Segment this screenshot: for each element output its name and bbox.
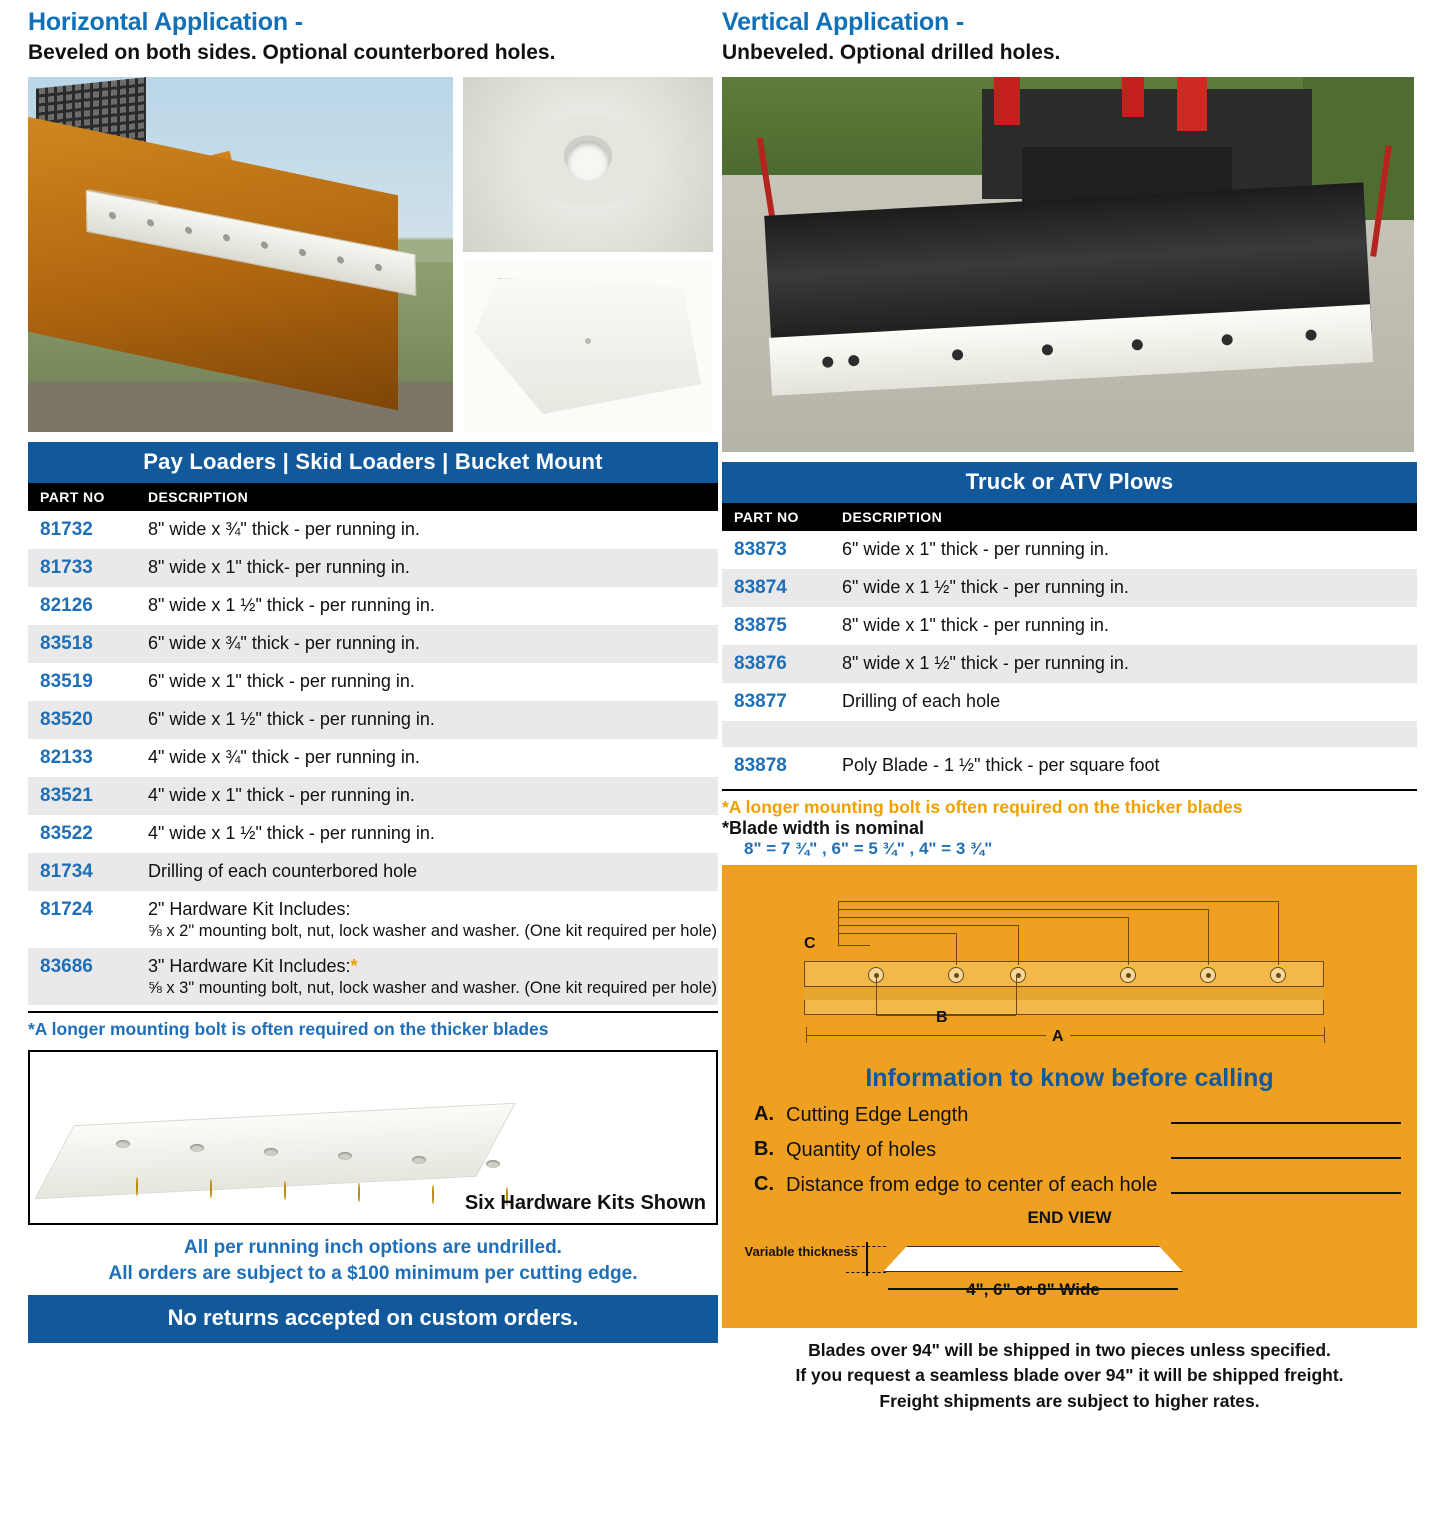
table-row: [28, 587, 718, 625]
part-number: 83878: [734, 755, 787, 776]
part-description: 6" wide x 1 ½" thick - per running in.: [148, 709, 435, 729]
part-description: 6" wide x ¾" thick - per running in.: [148, 633, 420, 653]
info-letter: C.: [754, 1173, 774, 1195]
left-photo-stack: [463, 77, 713, 432]
info-answer-line[interactable]: [1171, 1192, 1401, 1194]
part-description: 8" wide x 1" thick- per running in.: [148, 557, 410, 577]
left-col-partno: PART NO: [40, 489, 105, 505]
info-box: [722, 865, 1417, 1328]
right-notes: [722, 789, 1417, 859]
part-description: 6" wide x 1 ½" thick - per running in.: [842, 577, 1129, 597]
end-view-title: END VIEW: [1027, 1208, 1112, 1227]
part-number: 83520: [40, 709, 93, 730]
table-row-spacer: [722, 721, 1417, 747]
table-row: [28, 549, 718, 587]
left-photo-row: [28, 77, 718, 432]
info-item-b: [738, 1138, 1401, 1163]
part-number: [734, 728, 842, 729]
left-col-desc: DESCRIPTION: [148, 489, 249, 505]
left-notes: [28, 1235, 718, 1286]
part-description-main: 2" Hardware Kit Includes:: [148, 899, 351, 919]
part-number: 82126: [40, 595, 93, 616]
part-description: Drilling of each counterbored hole: [148, 861, 418, 881]
asterisk-marker: *: [350, 956, 358, 977]
part-description-main: 3" Hardware Kit Includes:: [148, 956, 351, 977]
end-view-width-label: 4", 6" or 8" Wide: [966, 1280, 1100, 1299]
shipping-note-2: If you request a seamless blade over 94" it will be shipped freight.: [795, 1365, 1344, 1386]
no-returns-banner: No returns accepted on custom orders.: [28, 1295, 718, 1343]
part-number: 81724: [40, 899, 93, 920]
end-view-diagram: [738, 1230, 1401, 1312]
part-description: 8" wide x 1 ½" thick - per running in.: [148, 595, 435, 615]
table-row: [722, 683, 1417, 721]
table-row: [28, 511, 718, 549]
shipping-note-1: Blades over 94" will be shipped in two pieces unless specified.: [808, 1340, 1331, 1360]
table-row: [722, 569, 1417, 607]
part-number: 82133: [40, 747, 93, 768]
part-description-sub: ⅝ x 3" mounting bolt, nut, lock washer and washer. (One kit required per hole): [148, 978, 717, 997]
part-number: 83518: [40, 633, 93, 654]
part-number: 83875: [734, 615, 787, 636]
table-row: [28, 663, 718, 701]
table-row: [28, 948, 718, 1005]
info-letter: A.: [754, 1103, 774, 1125]
note-nominal: *Blade width is nominal: [722, 818, 925, 838]
part-description: Drilling of each hole: [842, 691, 1001, 711]
right-heading: Vertical Application -: [722, 8, 964, 36]
part-description: 4" wide x 1 ½" thick - per running in.: [148, 823, 435, 843]
table-row: [28, 777, 718, 815]
part-description: 8" wide x 1" thick - per running in.: [842, 615, 1109, 635]
info-answer-line[interactable]: [1171, 1122, 1401, 1124]
table-row: [722, 747, 1417, 785]
photo-loader-bucket: [28, 77, 453, 432]
part-description: 4" wide x 1" thick - per running in.: [148, 785, 415, 805]
photo-counterbored-hole: [463, 77, 713, 252]
left-table-title: Pay Loaders | Skid Loaders | Bucket Mount: [28, 442, 718, 483]
part-description: Poly Blade - 1 ½" thick - per square foot: [842, 755, 1160, 775]
part-number: 83874: [734, 577, 787, 598]
part-description: [148, 898, 717, 941]
info-text: Distance from edge to center of each hole: [786, 1174, 1158, 1196]
shipping-note-3: Freight shipments are subject to higher rates.: [879, 1390, 1260, 1411]
left-note-bolt: *A longer mounting bolt is often required on the thicker blades: [28, 1011, 718, 1042]
right-col-partno: PART NO: [734, 509, 799, 525]
table-row: [28, 739, 718, 777]
part-description: 6" wide x 1" thick - per running in.: [842, 539, 1109, 559]
note-undrilled: All per running inch options are undrilled.: [184, 1237, 562, 1259]
part-description: 8" wide x 1 ½" thick - per running in.: [842, 653, 1129, 673]
shipping-notes: [722, 1338, 1417, 1414]
part-number: 83877: [734, 691, 787, 712]
right-table-title: Truck or ATV Plows: [722, 462, 1417, 503]
part-description-sub: ⅝ x 2" mounting bolt, nut, lock washer and washer. (One kit required per hole): [148, 921, 717, 940]
left-column: [28, 8, 718, 1343]
note-widths: 8" = 7 ¾" , 6" = 5 ¾" , 4" = 3 ¾": [744, 839, 993, 858]
photo-truck-plow: [722, 77, 1414, 452]
part-number: 81733: [40, 557, 93, 578]
photo-poly-plate: [463, 260, 713, 432]
left-table-header: [28, 483, 718, 511]
part-description: 6" wide x 1" thick - per running in.: [148, 671, 415, 691]
right-column: [722, 8, 1417, 1414]
table-row: [722, 645, 1417, 683]
info-text: Cutting Edge Length: [786, 1104, 969, 1126]
table-row: [28, 853, 718, 891]
end-view-thickness-label: Variable thickness: [744, 1244, 858, 1259]
right-subheading: Unbeveled. Optional drilled holes.: [722, 41, 1061, 64]
diagram-letter-c: C: [804, 935, 816, 952]
hardware-kit-caption: Six Hardware Kits Shown: [464, 1192, 706, 1215]
info-answer-line[interactable]: [1171, 1157, 1401, 1159]
part-number: 81732: [40, 519, 93, 540]
info-item-c: [738, 1173, 1401, 1198]
right-table: [722, 462, 1417, 785]
left-heading: Horizontal Application -: [28, 8, 303, 36]
right-table-header: [722, 503, 1417, 531]
part-number: 83522: [40, 823, 93, 844]
part-number: 83876: [734, 653, 787, 674]
table-row: [28, 701, 718, 739]
info-text: Quantity of holes: [786, 1139, 937, 1161]
hardware-kit-illustration: [28, 1050, 718, 1225]
part-number: 81734: [40, 861, 93, 882]
left-table: [28, 442, 718, 1005]
table-row: [28, 891, 718, 948]
part-number: 83519: [40, 671, 93, 692]
part-number: 83521: [40, 785, 93, 806]
table-row: [722, 607, 1417, 645]
table-row: [28, 815, 718, 853]
part-description: [148, 955, 717, 998]
blade-diagram: [746, 883, 1393, 1058]
info-title: Information to know before calling: [865, 1064, 1274, 1092]
diagram-letter-b: B: [936, 1009, 948, 1026]
diagram-letter-a: A: [1046, 1028, 1070, 1046]
right-col-desc: DESCRIPTION: [842, 509, 943, 525]
note-bolt-right: *A longer mounting bolt is often required on the thicker blades: [722, 789, 1417, 818]
part-number: 83686: [40, 956, 93, 978]
table-row: [28, 625, 718, 663]
part-description: 8" wide x ¾" thick - per running in.: [148, 519, 420, 539]
part-description: 4" wide x ¾" thick - per running in.: [148, 747, 420, 767]
table-row: [722, 531, 1417, 569]
part-number: 83873: [734, 539, 787, 560]
info-item-a: [738, 1103, 1401, 1128]
info-letter: B.: [754, 1138, 774, 1160]
left-subheading: Beveled on both sides. Optional counterbored holes.: [28, 41, 556, 64]
note-minimum: All orders are subject to a $100 minimum per cutting edge.: [108, 1262, 638, 1284]
